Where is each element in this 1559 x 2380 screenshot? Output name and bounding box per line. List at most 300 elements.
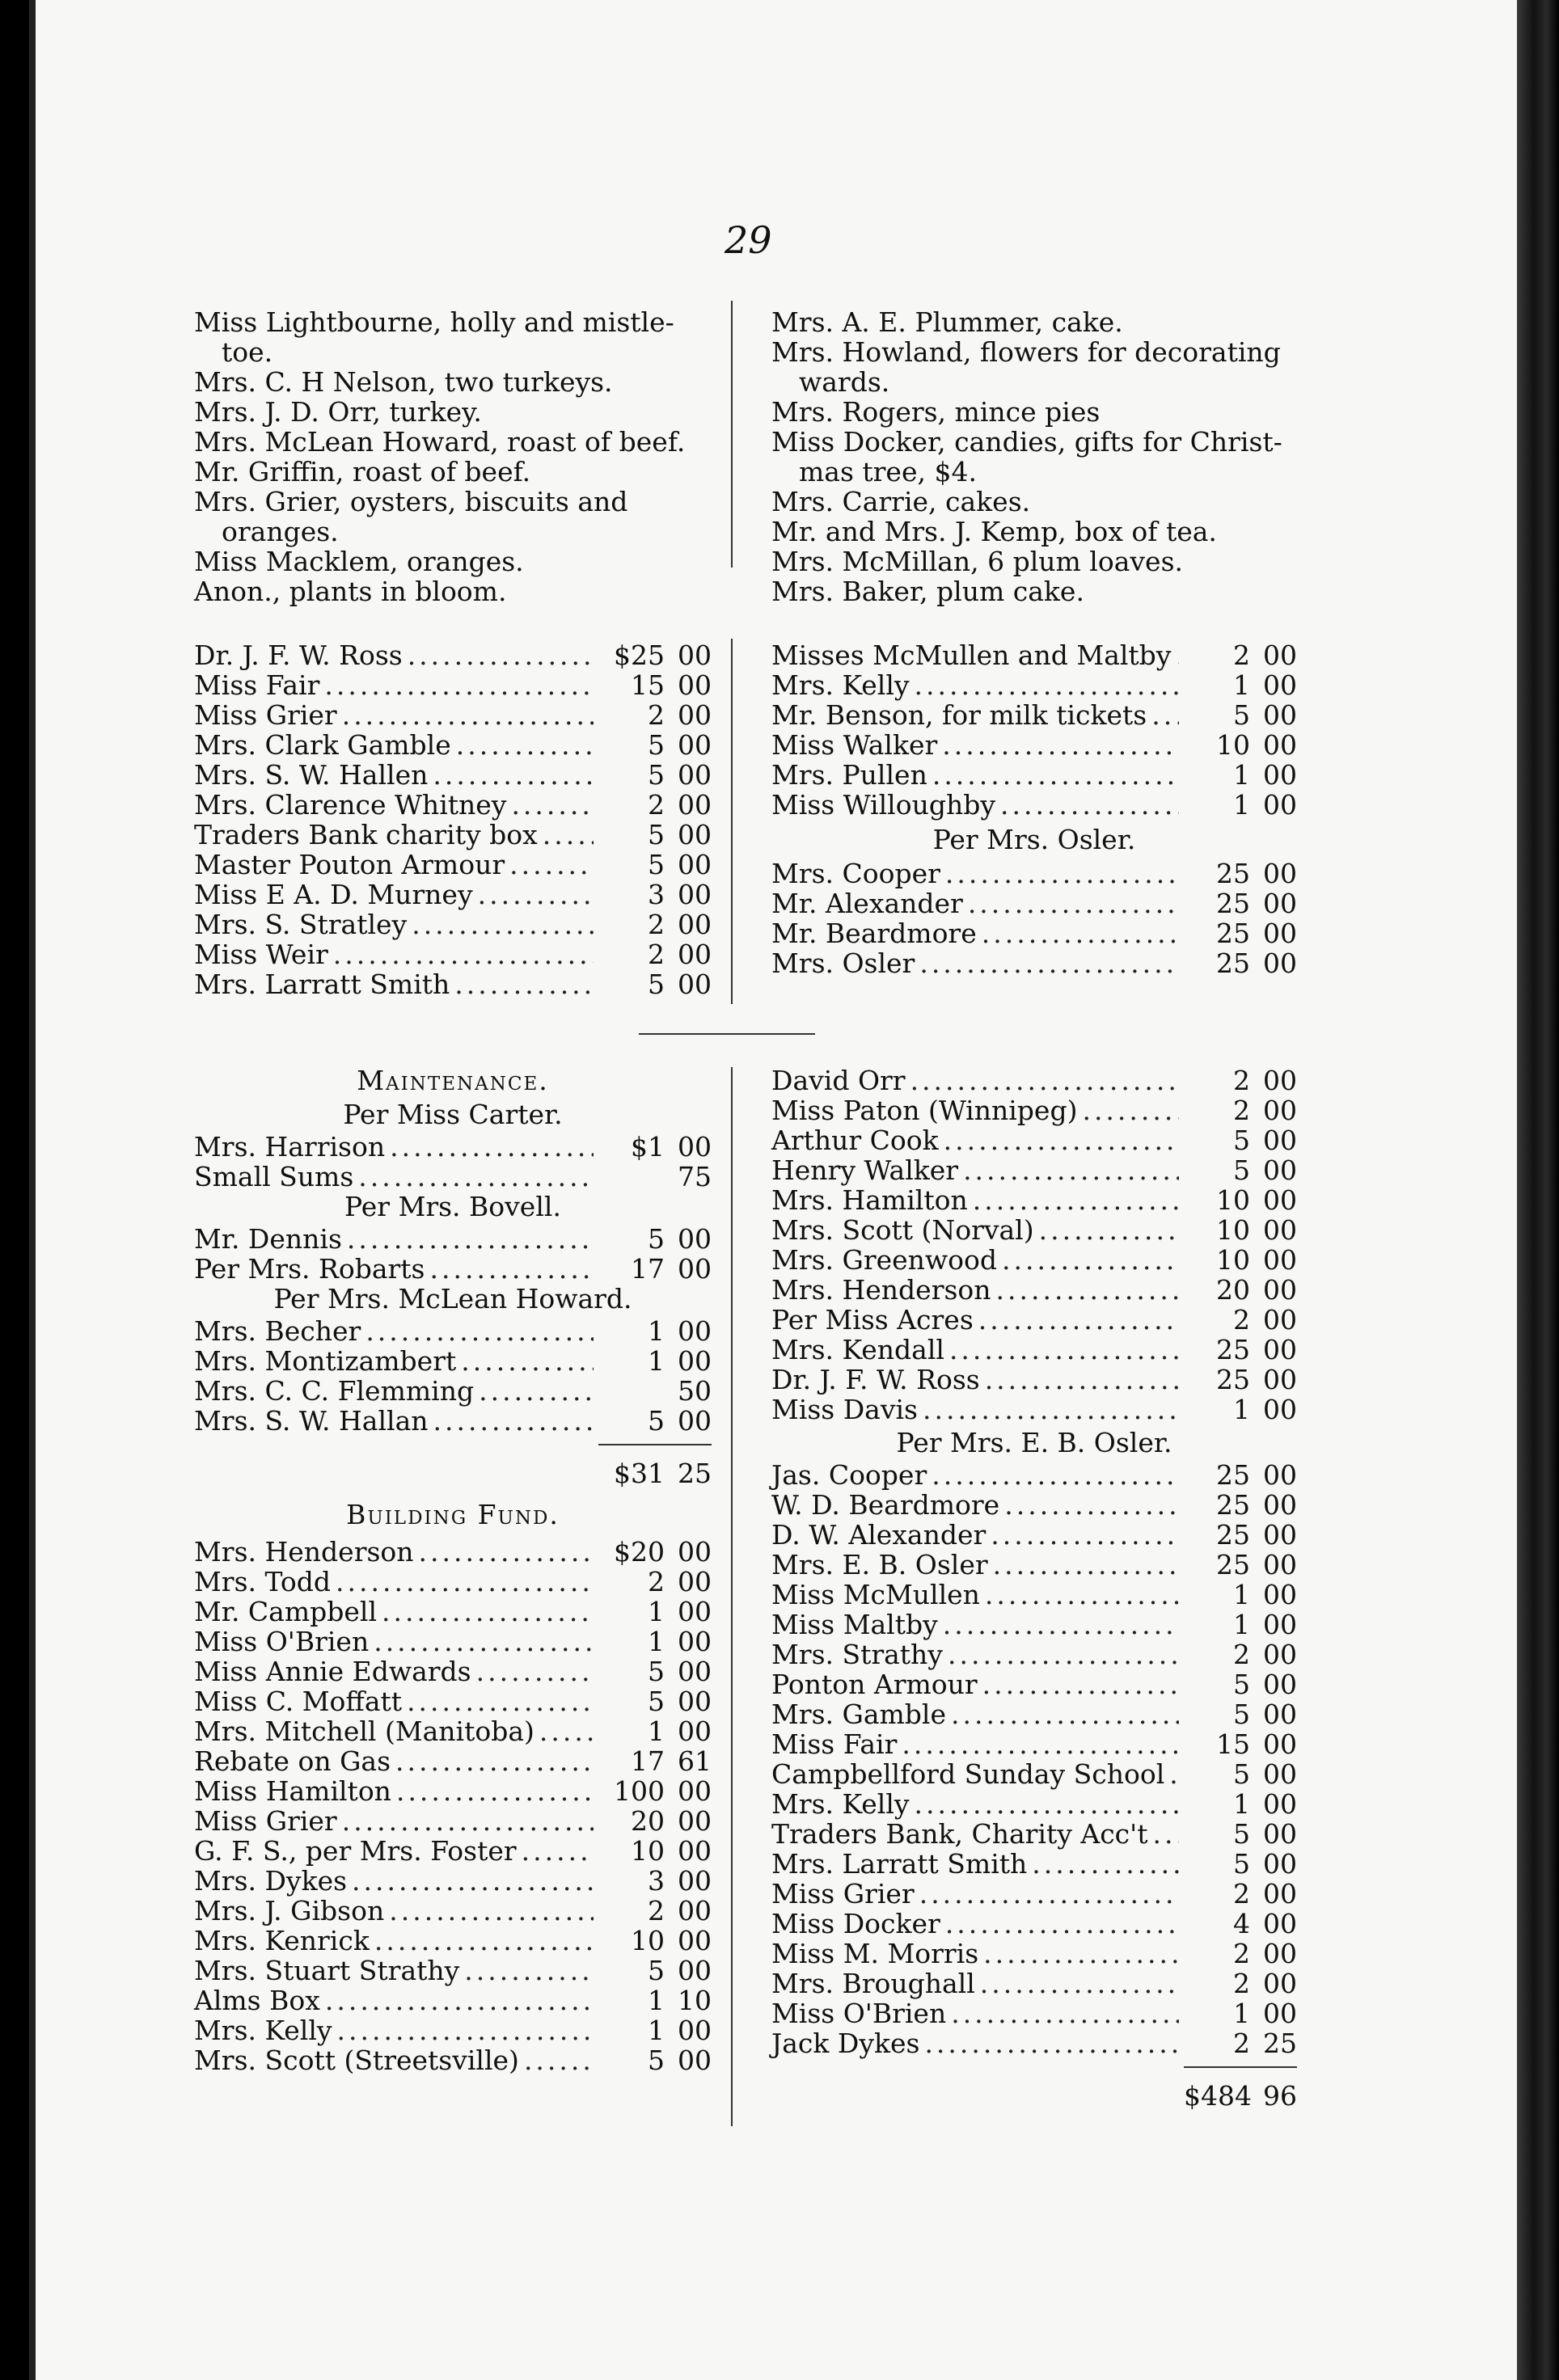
- donation-row: [771, 1335, 1297, 1365]
- donation-row: [771, 700, 1297, 730]
- donor-name: Mrs. Clarence Whitney: [194, 789, 507, 821]
- donor-name: Mrs. Harrison: [194, 1131, 386, 1163]
- leader-dots: [983, 1939, 1179, 1969]
- gift-entry: [194, 427, 712, 457]
- gift-line: Mrs. Baker, plum cake.: [771, 576, 1084, 607]
- amount: [598, 2045, 712, 2075]
- amount: [1184, 1729, 1297, 1759]
- amount-dollars: 5: [1233, 1848, 1250, 1880]
- donation-row: [771, 1520, 1297, 1550]
- leader-dots: [923, 1395, 1179, 1424]
- maintenance-group-label: Per Mrs. Bovell.: [344, 1191, 561, 1222]
- donor-name: Mrs. Larratt Smith: [194, 968, 450, 1000]
- amount: [1184, 1460, 1297, 1490]
- maintenance-group-label: Per Miss Carter.: [343, 1099, 563, 1130]
- donor-name: Miss Weir: [194, 939, 328, 970]
- amount-cents: 00: [678, 1715, 712, 1747]
- leader-dots: [478, 880, 594, 909]
- gift-entry: [194, 397, 712, 427]
- building-fund-heading: Building Fund.: [346, 1499, 560, 1530]
- donor-name: Miss Walker: [771, 729, 938, 761]
- amount: [598, 909, 712, 939]
- amount-cents: 00: [678, 2045, 712, 2076]
- donation-row: [194, 730, 712, 760]
- donor-name: Mrs. Scott (Norval): [771, 1214, 1034, 1246]
- amount-cents: 00: [678, 639, 712, 671]
- donation-row: [194, 1836, 712, 1866]
- amount-dollars: 4: [1233, 1908, 1250, 1939]
- amount-cents: 50: [678, 1375, 712, 1407]
- amount-dollars: 20: [631, 1805, 665, 1837]
- maintenance-sum-rule: [598, 1444, 712, 1449]
- amount-dollars: 10: [1216, 1214, 1250, 1246]
- amount: [598, 700, 712, 730]
- document-page: [29, 0, 1517, 2380]
- amount-cents: 00: [678, 1566, 712, 1597]
- amount-dollars: 1: [648, 1626, 665, 1657]
- amount-cents: 25: [1263, 2028, 1297, 2059]
- leader-dots: [1002, 1245, 1179, 1275]
- amount-cents: 00: [678, 789, 712, 821]
- leader-dots: [365, 1316, 594, 1346]
- gift-line: Mrs. C. H Nelson, two turkeys.: [194, 366, 613, 398]
- amount: [598, 1776, 712, 1806]
- amount-dollars: 1: [648, 1715, 665, 1747]
- amount-cents: 00: [1263, 699, 1297, 731]
- donation-row: [194, 1376, 712, 1406]
- leader-dots: [973, 1185, 1179, 1215]
- lower-right-column: [771, 1066, 1297, 2111]
- donation-row: [771, 1305, 1297, 1335]
- leader-dots: [389, 1896, 594, 1926]
- amount-cents: 00: [678, 759, 712, 791]
- leader-dots: [336, 1567, 594, 1597]
- amount-cents: 00: [1263, 1489, 1297, 1521]
- donor-name: Mrs. Osler: [771, 947, 915, 979]
- donation-row: [194, 1686, 712, 1716]
- amount: [1184, 948, 1297, 978]
- leader-dots: [951, 1699, 1179, 1729]
- amount-dollars: 3: [648, 879, 665, 910]
- leader-dots: [390, 1132, 594, 1162]
- amount-cents: 00: [1263, 1758, 1297, 1790]
- donor-name: Mr. Benson, for milk tickets: [771, 699, 1147, 731]
- per-osler-heading: Per Mrs. Osler.: [932, 824, 1136, 855]
- amount-dollars: 1: [648, 1985, 665, 2016]
- donation-row: [194, 1627, 712, 1656]
- amount-cents: 00: [1263, 1274, 1297, 1306]
- amount: [1184, 1969, 1297, 1998]
- amount: [1184, 640, 1297, 670]
- leader-dots: [996, 1275, 1179, 1305]
- donor-name: Miss Annie Edwards: [194, 1656, 471, 1687]
- donation-row: [771, 790, 1297, 820]
- leader-dots: [407, 1686, 594, 1716]
- leader-dots: [333, 939, 594, 969]
- amount-dollars: 5: [648, 729, 665, 761]
- donor-name: Dr. J. F. W. Ross: [194, 639, 403, 671]
- amount-dollars: 2: [1233, 1065, 1250, 1096]
- donation-row: [194, 2045, 712, 2075]
- amount-cents: 00: [1263, 1519, 1297, 1551]
- leader-dots: [479, 1376, 594, 1406]
- donor-name: Mrs. Dykes: [194, 1865, 348, 1897]
- gift-entry: [771, 307, 1297, 337]
- amount: [1184, 730, 1297, 760]
- amount-cents: 00: [678, 849, 712, 880]
- amount-cents: 00: [1263, 759, 1297, 791]
- amount: [598, 730, 712, 760]
- donor-name: Mrs. Kendall: [771, 1334, 944, 1365]
- leader-dots: [1004, 1490, 1179, 1520]
- amount-dollars: 5: [1233, 1698, 1250, 1730]
- amount-dollars: 1: [1233, 759, 1250, 791]
- donor-name: Mrs. E. B. Osler: [771, 1549, 988, 1580]
- amount: [1184, 1490, 1297, 1520]
- amount-dollars: 1: [1233, 1394, 1250, 1425]
- donor-name: David Orr: [771, 1065, 906, 1096]
- amount-dollars: 10: [631, 1835, 665, 1867]
- amount: [598, 1254, 712, 1284]
- amount: [1184, 1939, 1297, 1969]
- donor-name: Miss Davis: [771, 1394, 918, 1425]
- amount-cents: 00: [1263, 1938, 1297, 1969]
- amount: [598, 820, 712, 850]
- amount-cents: 00: [1263, 729, 1297, 761]
- grand-total: [771, 2081, 1297, 2111]
- amount: [598, 760, 712, 790]
- amount-dollars: 5: [648, 1223, 665, 1255]
- amount: [1184, 700, 1297, 730]
- amount: [1184, 918, 1297, 948]
- amount-cents: 00: [1263, 1968, 1297, 1999]
- donation-row: [771, 1066, 1297, 1095]
- donor-name: Dr. J. F. W. Ross: [771, 1364, 980, 1395]
- amount-dollars: 1: [1233, 1579, 1250, 1610]
- donor-name: Mrs. Todd: [194, 1566, 332, 1597]
- gift-line: Mrs. Grier, oysters, biscuits and: [194, 486, 628, 517]
- gift-line: oranges.: [222, 516, 339, 547]
- amount: [1184, 1699, 1297, 1729]
- amount-dollars: 5: [648, 1656, 665, 1687]
- donor-name: Jack Dykes: [771, 2028, 920, 2059]
- amount: [598, 969, 712, 999]
- donor-name: Mrs. Henderson: [771, 1274, 991, 1306]
- leader-dots: [968, 888, 1179, 918]
- amount: [1184, 790, 1297, 820]
- amount-cents: 00: [1263, 1728, 1297, 1760]
- amount: [1184, 1909, 1297, 1939]
- amount-dollars: 25: [1216, 1519, 1250, 1551]
- amount-cents: 00: [678, 729, 712, 761]
- amount-cents: 00: [1263, 1125, 1297, 1156]
- leader-dots: [342, 700, 594, 730]
- donor-name: Alms Box: [194, 1985, 320, 2016]
- leader-dots: [993, 1550, 1179, 1580]
- donation-row: [194, 1224, 712, 1254]
- gift-line: Mr. and Mrs. J. Kemp, box of tea.: [771, 516, 1217, 547]
- donor-name: W. D. Beardmore: [771, 1489, 1000, 1521]
- donation-row: [194, 969, 712, 999]
- donor-name: Miss E A. D. Murney: [194, 879, 473, 910]
- donation-row: [194, 2015, 712, 2045]
- leader-dots: [991, 1520, 1179, 1550]
- amount-dollars: 100: [614, 1775, 665, 1807]
- amount-dollars: 25: [1216, 1364, 1250, 1395]
- donation-row: [771, 670, 1297, 700]
- amount-cents: 00: [1263, 1998, 1297, 2029]
- donor-name: Miss Maltby: [771, 1609, 938, 1640]
- amount-dollars: 10: [1216, 1244, 1250, 1276]
- amount: [598, 939, 712, 969]
- donation-row: [194, 1926, 712, 1956]
- leader-dots: [419, 1537, 594, 1567]
- amount-dollars: 5: [648, 2045, 665, 2076]
- amount-cents: 00: [678, 1656, 712, 1687]
- gift-entry: [194, 546, 712, 576]
- donor-name: Mrs. Montizambert: [194, 1345, 457, 1377]
- amount-cents: 00: [1263, 1818, 1297, 1850]
- gift-line: Mrs. Howland, flowers for decorating: [771, 336, 1281, 368]
- donor-name: Mrs. Broughall: [771, 1968, 975, 1999]
- donation-row: [194, 1162, 712, 1192]
- amount-dollars: 2: [648, 1895, 665, 1926]
- donation-row: [771, 888, 1297, 918]
- gift-entry: [771, 576, 1297, 606]
- amount-cents: 00: [678, 1315, 712, 1347]
- donor-name: Mr. Dennis: [194, 1223, 342, 1255]
- donor-name: Ponton Armour: [771, 1669, 978, 1700]
- amount-cents: 00: [678, 1895, 712, 1926]
- amount-cents: 00: [1263, 1184, 1297, 1216]
- amount: [1184, 1066, 1297, 1095]
- amount: [598, 1224, 712, 1254]
- gift-entry: [771, 546, 1297, 576]
- amount-dollars: 5: [1233, 1669, 1250, 1700]
- donor-name: Rebate on Gas: [194, 1745, 391, 1777]
- amount-cents: 00: [1263, 858, 1297, 889]
- leader-dots: [919, 948, 1179, 978]
- leader-dots: [456, 730, 594, 760]
- leader-dots: [1039, 1215, 1179, 1245]
- leader-dots: [433, 1406, 594, 1436]
- amount-cents: 00: [678, 819, 712, 850]
- donation-row: [194, 790, 712, 820]
- donor-name: Mrs. S. W. Hallen: [194, 759, 429, 791]
- gift-entry: [771, 397, 1297, 427]
- amount-cents: 00: [678, 1805, 712, 1837]
- donation-row: [194, 820, 712, 850]
- donation-row: [771, 1155, 1297, 1185]
- donation-row: [771, 1245, 1297, 1275]
- leader-dots: [985, 1365, 1179, 1395]
- column-divider-bottom: [731, 1067, 733, 2126]
- donation-row: [194, 700, 712, 730]
- amount-dollars: 20: [1216, 1274, 1250, 1306]
- amount-dollars: 1: [1233, 1788, 1250, 1820]
- amount-cents: 00: [1263, 1095, 1297, 1126]
- donation-row: [771, 1969, 1297, 1998]
- amount-cents: 00: [1263, 888, 1297, 919]
- amount: [598, 1627, 712, 1656]
- amount-cents: 00: [1263, 1639, 1297, 1670]
- leader-dots: [342, 1806, 594, 1836]
- donor-name: Traders Bank, Charity Acc't: [771, 1818, 1148, 1850]
- amount: [1184, 1365, 1297, 1395]
- donor-name: Mrs. Becher: [194, 1315, 361, 1347]
- donation-row: [771, 2028, 1297, 2058]
- donation-row: [771, 1215, 1297, 1245]
- donation-row: [194, 1132, 712, 1162]
- gift-line: mas tree, $4.: [799, 456, 977, 487]
- amount-cents: 00: [678, 1835, 712, 1867]
- donation-row: [771, 1909, 1297, 1939]
- grand-total-cents: 96: [1263, 2080, 1297, 2112]
- donation-row: [771, 760, 1297, 790]
- amount: [598, 1537, 712, 1567]
- amount: [598, 1406, 712, 1436]
- amount-dollars: 2: [1233, 1304, 1250, 1336]
- amount-dollars: 25: [1216, 858, 1250, 889]
- donor-name: Mrs. Greenwood: [771, 1244, 998, 1276]
- donation-row: [771, 1365, 1297, 1395]
- amount-cents: 00: [1263, 1214, 1297, 1246]
- amount: [598, 1162, 712, 1192]
- donor-name: D. W. Alexander: [771, 1519, 987, 1551]
- leader-dots: [454, 969, 594, 999]
- donor-name: Arthur Cook: [771, 1125, 939, 1156]
- donor-name: Mrs. Strathy: [771, 1639, 943, 1670]
- amount-cents: 00: [1263, 789, 1297, 821]
- amount-cents: 00: [678, 909, 712, 940]
- maintenance-heading: Maintenance.: [357, 1065, 549, 1096]
- donation-row: [771, 859, 1297, 888]
- maintenance-group: [194, 1224, 712, 1284]
- amount-cents: 00: [1263, 1788, 1297, 1820]
- donor-name: Mr. Campbell: [194, 1596, 378, 1627]
- donation-row: [194, 1656, 712, 1686]
- donation-row: [771, 1580, 1297, 1610]
- gifts-left-column: [194, 307, 712, 606]
- book-spine: [1517, 0, 1559, 2380]
- amount-dollars: 2: [1233, 1878, 1250, 1909]
- donor-name: Mrs. Kenrick: [194, 1925, 370, 1956]
- donor-name: Miss Fair: [194, 669, 320, 701]
- leader-dots: [358, 1162, 594, 1192]
- amount: [598, 1597, 712, 1627]
- amount-dollars: 10: [631, 1925, 665, 1956]
- donor-name: Jas. Cooper: [771, 1459, 927, 1491]
- amount-dollars: 5: [1233, 699, 1250, 731]
- donor-name: Per Mrs. Robarts: [194, 1253, 425, 1285]
- amount-cents: 00: [678, 1131, 712, 1163]
- leader-dots: [1169, 1759, 1179, 1789]
- leader-dots: [963, 1155, 1179, 1185]
- donor-name: Mrs. Kelly: [771, 1788, 910, 1820]
- amount-cents: 00: [678, 1345, 712, 1377]
- amount: [1184, 1305, 1297, 1335]
- page-edge: [29, 0, 36, 2380]
- amount: [1184, 1215, 1297, 1245]
- donation-row: [771, 1460, 1297, 1490]
- amount-cents: 00: [1263, 1304, 1297, 1336]
- leader-dots: [919, 1879, 1179, 1909]
- amount-dollars: 15: [1216, 1728, 1250, 1760]
- amount-dollars: 5: [648, 1686, 665, 1717]
- amount-cents: 00: [1263, 1549, 1297, 1580]
- leader-dots: [352, 1866, 594, 1896]
- leader-dots: [461, 1346, 594, 1376]
- donor-name: Misses McMullen and Maltby: [771, 639, 1172, 671]
- donation-row: [771, 1185, 1297, 1215]
- leader-dots: [948, 1639, 1179, 1669]
- amount-cents: 00: [1263, 1459, 1297, 1491]
- maintenance-total-cents: 25: [678, 1458, 712, 1489]
- donation-row: [194, 939, 712, 969]
- amount: [598, 850, 712, 880]
- donation-row: [194, 670, 712, 700]
- donor-name: Miss Hamilton: [194, 1775, 391, 1807]
- amount-dollars: 2: [648, 909, 665, 940]
- amount: [1184, 888, 1297, 918]
- donor-name: Miss Grier: [771, 1878, 915, 1909]
- donor-name: Miss O'Brien: [194, 1626, 370, 1657]
- leader-dots: [982, 1669, 1179, 1699]
- amount-cents: 10: [678, 1985, 712, 2016]
- donation-row: [194, 880, 712, 909]
- gift-line: Mr. Griffin, roast of beef.: [194, 456, 531, 487]
- amount-dollars: $25: [614, 639, 665, 671]
- amount: [598, 1567, 712, 1597]
- amount-cents: 00: [678, 669, 712, 701]
- amount-dollars: 5: [648, 759, 665, 791]
- amount-cents: 00: [678, 2015, 712, 2046]
- donor-name: Mrs. Kelly: [194, 2015, 332, 2046]
- amount-dollars: 1: [648, 1345, 665, 1377]
- amount-dollars: 2: [1233, 1639, 1250, 1670]
- gift-entry: [771, 337, 1297, 397]
- amount-dollars: 5: [648, 1405, 665, 1437]
- amount-dollars: 10: [1216, 729, 1250, 761]
- amount: [598, 1746, 712, 1776]
- amount-cents: 75: [678, 1161, 712, 1192]
- donation-row: [194, 1985, 712, 2015]
- amount: [1184, 1335, 1297, 1365]
- donation-row: [771, 1490, 1297, 1520]
- amount-cents: 00: [1263, 1698, 1297, 1730]
- amount-cents: 00: [1263, 639, 1297, 671]
- amount-cents: 00: [678, 1405, 712, 1437]
- donation-row: [771, 1550, 1297, 1580]
- amount: [1184, 1245, 1297, 1275]
- grand-total-dollars: $484: [1184, 2080, 1252, 2112]
- donation-row: [771, 948, 1297, 978]
- amount-cents: 00: [1263, 669, 1297, 701]
- donor-name: G. F. S., per Mrs. Foster: [194, 1835, 517, 1867]
- gift-line: Mrs. McMillan, 6 plum loaves.: [771, 546, 1184, 577]
- donation-row: [194, 1537, 712, 1567]
- donations-right-column: [771, 640, 1297, 978]
- amount-cents: 00: [678, 699, 712, 731]
- amount-dollars: 2: [1233, 2028, 1250, 2059]
- amount-dollars: 17: [631, 1253, 665, 1285]
- donor-name: Miss Paton (Winnipeg): [771, 1095, 1078, 1126]
- gift-line: Miss Docker, candies, gifts for Christ-: [771, 426, 1282, 458]
- leader-dots: [396, 1776, 594, 1806]
- amount-dollars: 2: [648, 789, 665, 821]
- donation-row: [771, 1819, 1297, 1849]
- donation-row: [194, 1316, 712, 1346]
